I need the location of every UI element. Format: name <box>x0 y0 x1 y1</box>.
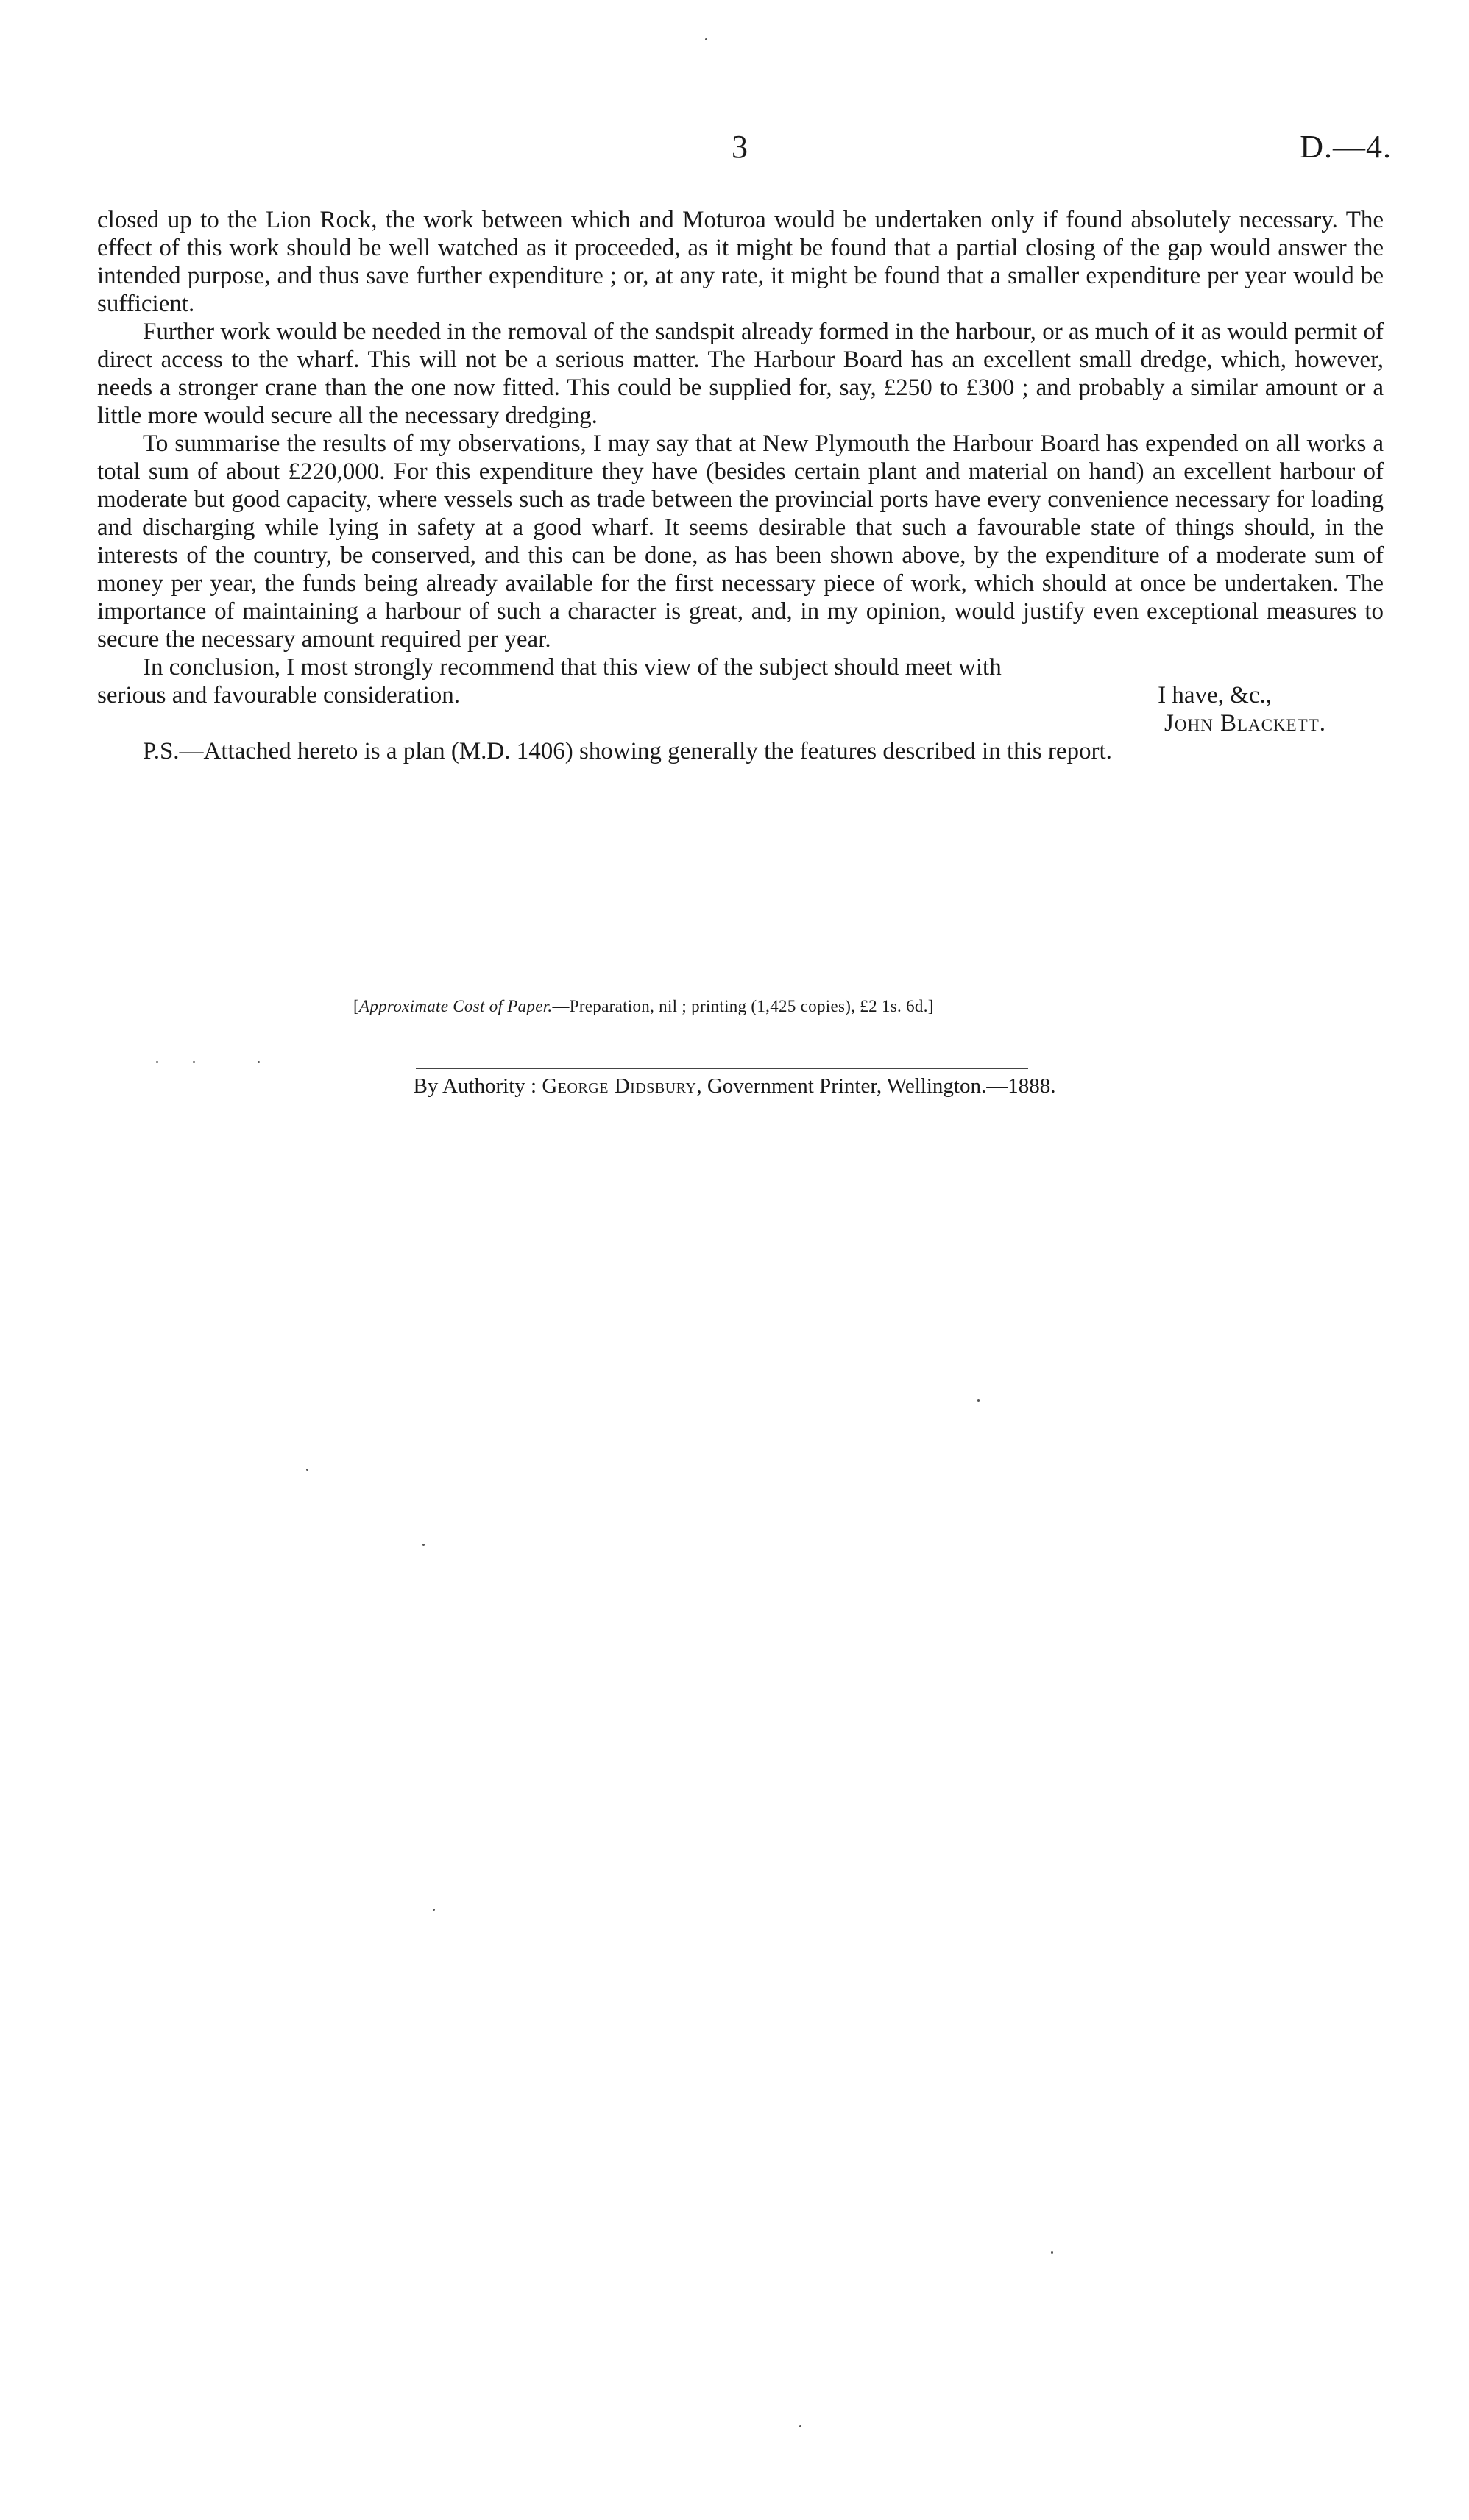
postscript: P.S.—Attached hereto is a plan (M.D. 1406) showing generally the features described in this report. <box>143 738 1112 764</box>
printer-imprint <box>0 1076 1469 1097</box>
scan-speck <box>193 1061 195 1063</box>
cost-note-text: —Preparation, nil ; printing (1,425 copies), £2 1s. 6d.] <box>552 997 934 1015</box>
cost-of-paper-note <box>353 998 934 1015</box>
paragraph-dredging: Further work would be needed in the removal of the sandspit already formed in the harbour, or as much of it as would permit of direct access to the wharf. This will not be a serious matter. The Harbour Board has an excellent small dredge, which, however, needs a stronger crane than the one now fitted. This could be supplied for, say, £250 to £300 ; and probably a similar amount or a little more would secure all the necessary dredging. <box>97 319 1384 429</box>
document-reference: D.—4. <box>1300 129 1392 165</box>
scan-speck <box>799 2425 801 2427</box>
imprint-printer-name: George Didsbury <box>542 1074 697 1098</box>
signature: John Blackett. <box>1164 710 1326 737</box>
paragraph-continuation: closed up to the Lion Rock, the work between which and Moturoa would be undertaken only if found absolutely necessary. The effect of this work should be well watched as it proceeded, as it might be found that a partial closing of the gap would answer the intended purpose, and thus save further expenditure ; or, at any rate, it might be found that a smaller expenditure per year would be sufficient. <box>97 207 1384 317</box>
scan-speck <box>156 1061 158 1063</box>
divider-rule <box>416 1068 1028 1069</box>
cost-note-label: Approximate Cost of Paper. <box>358 997 553 1015</box>
scan-speck <box>433 1909 435 1911</box>
imprint-suffix: , Government Printer, Wellington.—1888. <box>696 1074 1056 1098</box>
scan-speck <box>705 38 707 40</box>
cost-note-bracket: [ <box>353 997 359 1015</box>
scan-speck <box>306 1469 308 1471</box>
imprint-prefix: By Authority : <box>413 1074 537 1098</box>
closing-line <box>97 681 1272 709</box>
report-body <box>97 206 1384 765</box>
scan-speck <box>258 1061 260 1063</box>
scan-speck <box>422 1544 425 1546</box>
closing-text: serious and favourable consideration. <box>97 682 461 709</box>
paragraph-summary: To summarise the results of my observations, I may say that at New Plymouth the Harbour Board has expended on all works a total sum of about £220,000. For this expenditure they have (besides certain plant and material on hand) an excellent harbour of moderate but good capacity, where vessels such as trade between the provincial ports have every convenience necessary for loading and discharging while lying in safety at a good wharf. It seems desirable that such a favourable state of things should, in the interests of the country, be conserved, and this can be done, as has been shown above, by the expenditure of a moderate sum of money per year, the funds being already available for the first necessary piece of work, which should at once be undertaken. The importance of maintaining a harbour of such a character is great, and, in my opinion, would justify even exceptional measures to secure the necessary amount required per year. <box>97 430 1384 653</box>
page-number: 3 <box>732 129 748 165</box>
paragraph-conclusion: In conclusion, I most strongly recommend that this view of the subject should meet with <box>143 654 1002 681</box>
closing-salutation: I have, &c., <box>1158 682 1272 709</box>
scan-speck <box>1051 2251 1053 2254</box>
scan-speck <box>977 1399 980 1402</box>
